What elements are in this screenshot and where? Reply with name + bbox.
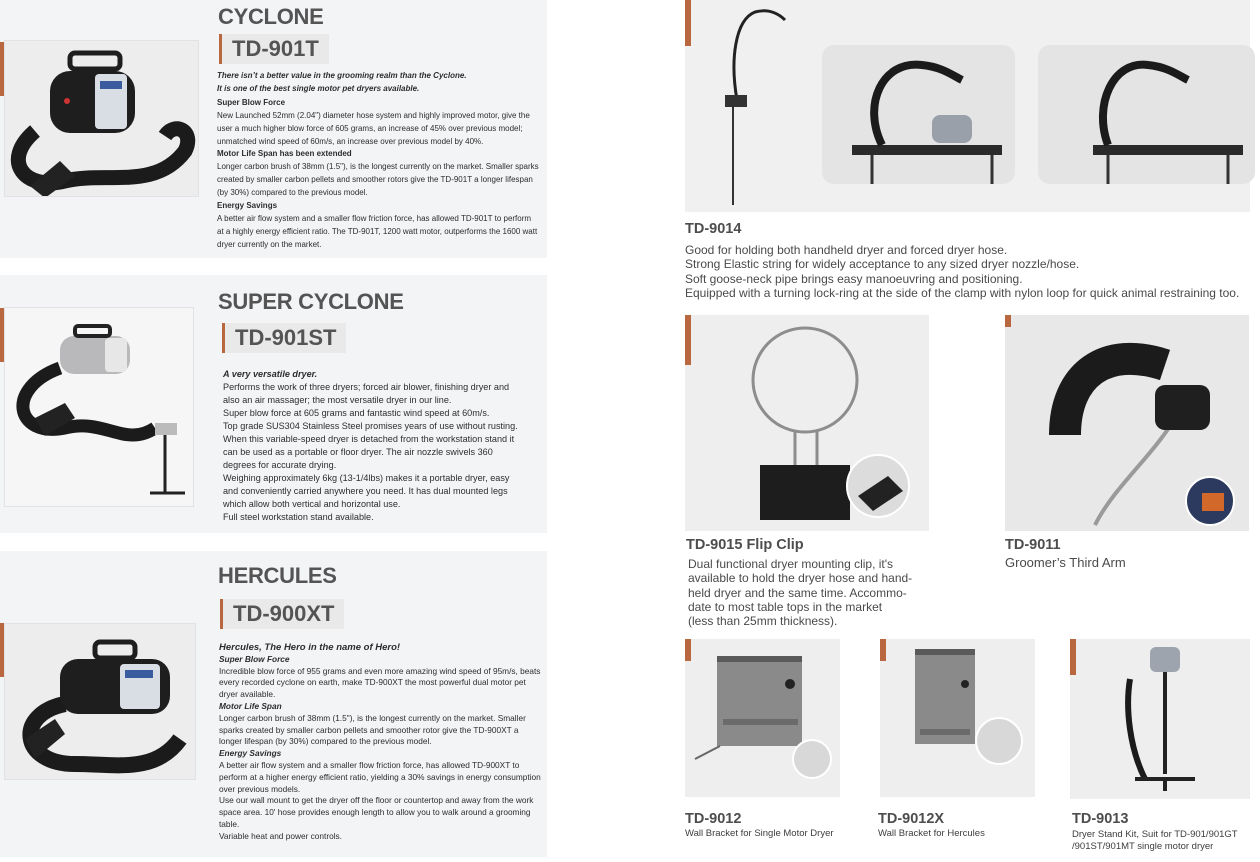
td9015-description [688,557,931,628]
td9012x-code: TD-9012X [878,811,945,827]
cyclone-text-blow: New Launched 52mm (2.04") diameter hose system and highly improved motor, give the user a much higher blow force of 605 grams, an increase of 45% over previous model; unmatched wind speed of 60m/s, an increase over previous model by 40%. [217,110,530,146]
td9014-line-2: Strong Elastic string for widely acceptance to any sized dryer nozzle/hose. [685,257,1080,272]
td9012x-accent-bar [880,639,886,661]
cyclone-lead-2: It is one of the best single motor pet dryers available. [217,83,420,93]
cyclone-title: CYCLONE [218,4,324,29]
td9011-description: Groomer’s Third Arm [1005,555,1126,570]
td9014-table-photo-2 [1038,45,1255,184]
td9012x-image-panel [880,639,1035,797]
td9015-line-4: date to most table tops in the market [688,599,883,614]
td9013-line-1: Dryer Stand Kit, Suit for TD-901/901GT [1072,829,1238,840]
td9015-line-2: available to hold the dryer hose and hand- [688,571,913,586]
super-cyclone-line-8: Weighing approximately 6kg (13-1/4lbs) makes it a portable dryer, easy [223,473,510,483]
hercules-text-controls: Variable heat and power controls. [219,830,342,841]
td9015-line-5: (less than 25mm thickness). [688,614,838,629]
td9013-line-2: /901ST/901MT single motor dryer [1072,841,1214,852]
hercules-description [219,642,541,843]
td9014-accent-bar [685,0,691,46]
dryer-image [5,308,194,507]
td9015-code: TD-9015 Flip Clip [686,537,804,553]
super-cyclone-description [223,368,541,524]
hercules-text-life: Longer carbon brush of 38mm (1.5"), is the longest currently on the market. Smaller sparks created by smaller carbon pellets and smoother rotor give the TD-900XT a longer lifespan (by 30%) compared to the previous model. [219,712,526,747]
hercules-model-badge: TD-900XT [220,599,344,629]
td9014-table-photo-1 [822,45,1015,184]
cyclone-description [217,70,539,252]
td9012-detail-circle [792,739,832,779]
dryer-image [5,624,196,780]
super-cyclone-lead: A very versatile dryer. [223,369,318,379]
td9013-code: TD-9013 [1072,811,1129,827]
cyclone-lead-1: There isn’t a better value in the grooming realm than the Cyclone. [217,71,467,80]
td9014-description [685,243,1257,300]
super-cyclone-line-3: Super blow force at 605 grams and fantastic wind speed at 60m/s. [223,408,490,418]
td9015-accent-bar [685,315,691,365]
td9011-code: TD-9011 [1005,537,1061,553]
td9014-code: TD-9014 [685,221,742,237]
td9012-accent-bar [685,639,691,661]
td9011-accent-bar [1005,315,1011,327]
hercules-text-wall: Use our wall mount to get the dryer off the floor or countertop and away from the work space area. 10' hose provides enough length to allow you to walk around a grooming table. [219,795,534,829]
dryer-image [5,41,199,197]
super-cyclone-title: SUPER CYCLONE [218,289,404,314]
super-cyclone-line-4: Top grade SUS304 Stainless Steel promises years of use without rusting. [223,421,518,431]
hercules-dryer-photo [4,623,196,780]
super-cyclone-line-1: Performs the work of three dryers; forced air blower, finishing dryer and [223,382,510,392]
hercules-heading-life: Motor Life Span [219,700,282,711]
td9013-description [1072,829,1260,853]
wall-bracket-hercules-image [880,639,1035,797]
super-cyclone-dryer-photo [4,307,194,507]
super-cyclone-line-10: which allow both vertical and horizontal use. [223,499,401,509]
hercules-heading-energy: Energy Savings [219,748,282,759]
super-cyclone-line-6: can be used as a portable or floor dryer. The air nozzle swivels 360 [223,447,493,457]
td9014-line-4: Equipped with a turning lock-ring at the side of the clamp with nylon loop for quick animal restraining too. [685,285,1240,300]
td9013-accent-bar [1070,639,1076,675]
super-cyclone-line-7: degrees for accurate drying. [223,460,337,470]
hercules-panel [0,551,547,857]
super-cyclone-line-11: Full steel workstation stand available. [223,512,374,522]
td9012-code: TD-9012 [685,811,742,827]
hercules-lead: Hercules, The Hero in the name of Hero! [219,642,401,653]
table-hose-image [1038,45,1255,184]
td9015-detail-circle [846,454,910,518]
super-cyclone-model-badge: TD-901ST [222,323,346,353]
cyclone-dryer-photo [4,40,199,197]
hercules-text-blow: Incredible blow force of 955 grams and even more amazing wind speed of 95m/s, beats every recorded cyclone on earth, make TD-900XT the most powerful dual motor pet dryer available. [219,665,541,700]
td9014-line-3: Soft goose-neck pipe brings easy manoeuvring and positioning. [685,271,1023,286]
td9012-description: Wall Bracket for Single Motor Dryer [685,828,834,839]
cyclone-text-energy: A better air flow system and a smaller flow friction force, has allowed TD-901T to perform at a highly energy efficient ratio. The TD-901T, 1200 watt motor, outperforms the 1600 watt dryer currently on the market. [217,213,538,249]
td9012x-description: Wall Bracket for Hercules [878,828,985,839]
dryer-stand-image [1070,639,1250,799]
super-cyclone-line-9: and conveniently carried anywhere you need. It has dual mounted legs [223,486,508,496]
hercules-heading-blow: Super Blow Force [219,653,290,664]
td9011-detail-circle [1185,476,1235,526]
super-cyclone-panel [0,275,547,533]
hercules-title: HERCULES [218,563,337,588]
table-dryer-image [822,45,1015,184]
cyclone-heading-blow: Super Blow Force [217,97,286,107]
cyclone-heading-life: Motor Life Span has been extended [217,149,352,159]
cyclone-model-badge: TD-901T [219,34,329,64]
cyclone-text-life: Longer carbon brush of 38mm (1.5"), is the longest currently on the market. Smaller sparks created by smaller carbon pellets and smoother rotors give the TD-901T a longer lifespan (by 30%) compared to the previous model. [217,162,539,198]
td9015-line-3: held dryer and the same time. Accommo- [688,585,907,600]
hercules-text-energy: A better air flow system and a smaller flow friction force, has allowed TD-900XT to perform at a higher energy efficient ratio, yielding a 30% savings in energy consumption over previous models. [219,759,541,794]
td9015-line-1: Dual functional dryer mounting clip, it's [688,557,894,571]
cyclone-panel [0,0,547,258]
td9012x-detail-circle [975,717,1023,765]
cyclone-heading-energy: Energy Savings [217,201,278,211]
td9013-image-panel [1070,639,1250,799]
super-cyclone-line-5: When this variable-speed dryer is detached from the workstation stand it [223,434,515,444]
td9014-line-1: Good for holding both handheld dryer and forced dryer hose. [685,243,1008,257]
super-cyclone-line-2: also an air massager; the most versatile dryer in our line. [223,395,452,405]
